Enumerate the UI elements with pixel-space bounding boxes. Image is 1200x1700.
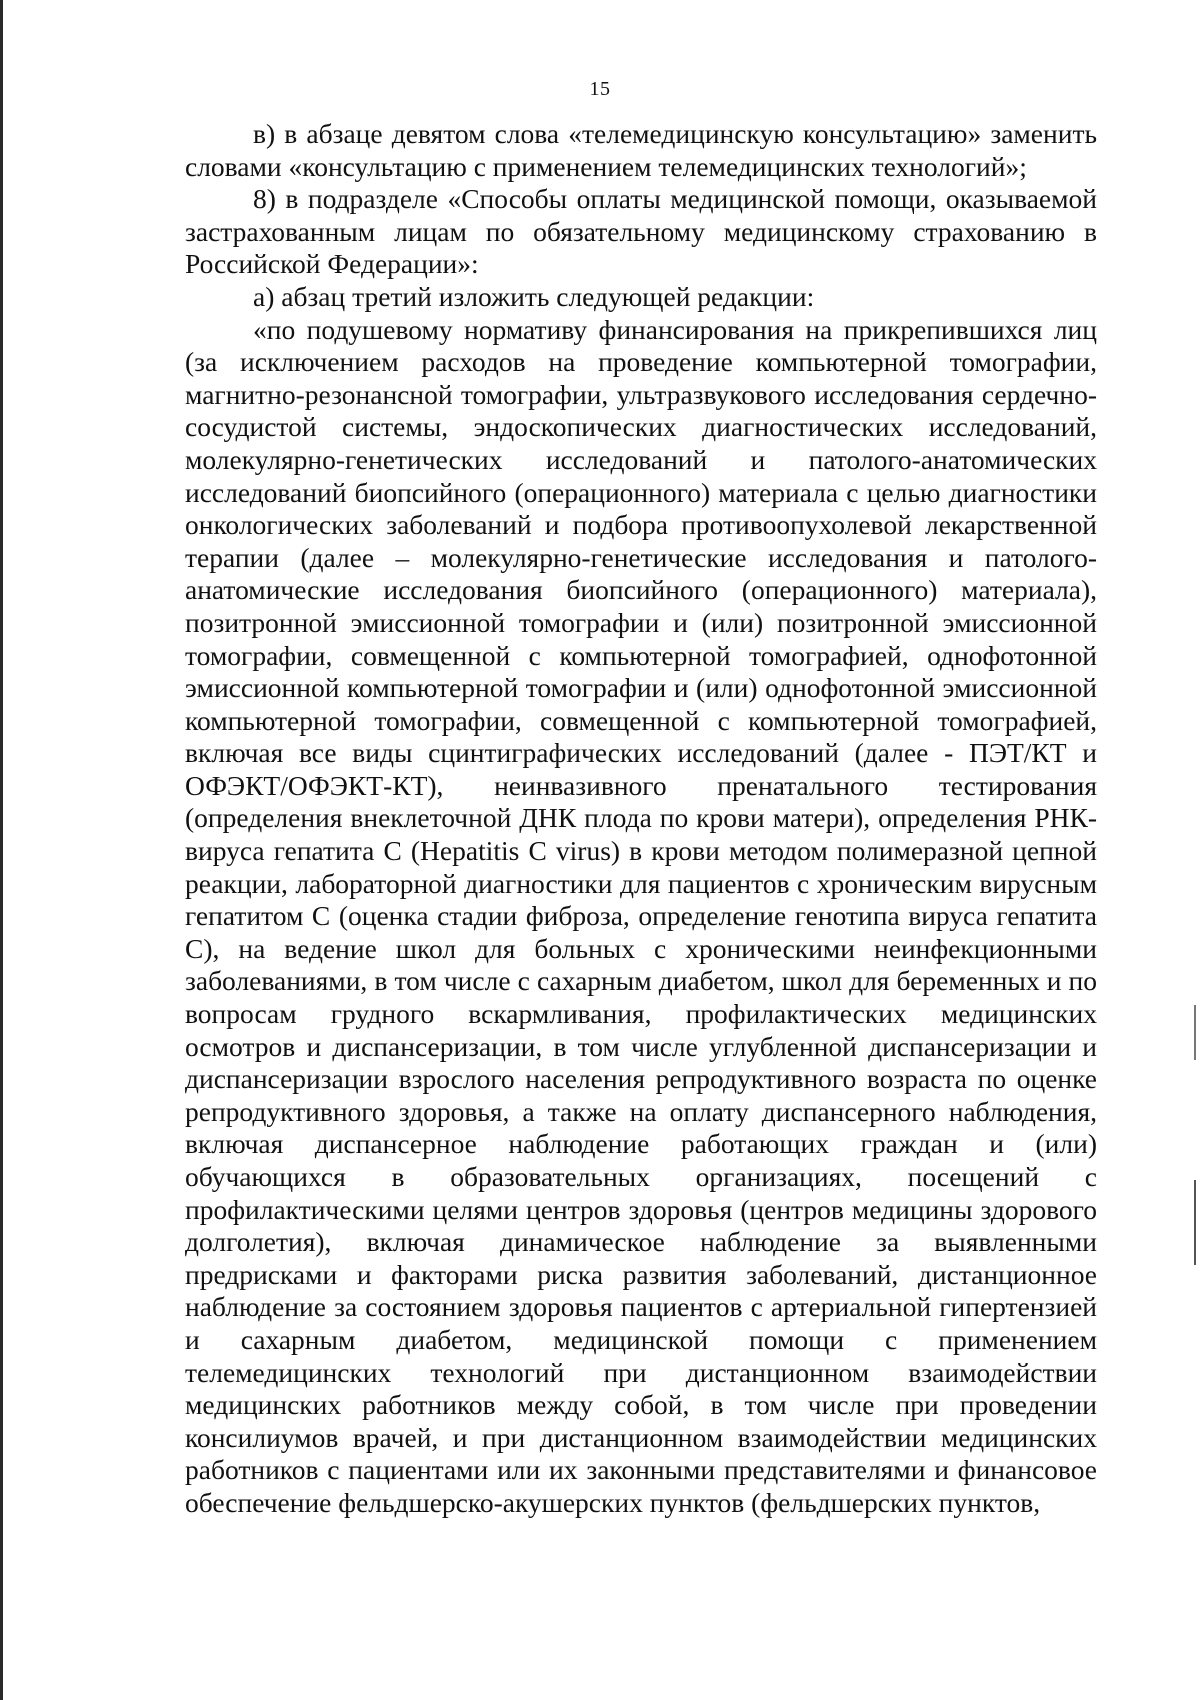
document-body (185, 118, 1097, 1520)
paragraph-item-8: 8) в подразделе «Способы оплаты медицинской помощи, оказываемой застрахованным лицам по обязательному медицинскому страхованию в Российской Федерации»: (185, 183, 1097, 280)
paragraph-amendment-v: в) в абзаце девятом слова «телемедицинскую консультацию» заменить словами «консультацию с применением телемедицинских технологий»; (185, 118, 1097, 182)
scan-margin-mark (1194, 1180, 1196, 1265)
scan-left-edge (0, 0, 3, 1700)
scan-margin-mark (1194, 1005, 1196, 1060)
page-number: 15 (589, 78, 611, 100)
paragraph-amendment-a: а) абзац третий изложить следующей редакции: (253, 280, 815, 312)
paragraph-quoted-text: «по подушевому нормативу финансирования на прикрепившихся лиц (за исключением расходов на проведение компьютерной томографии, магнитно-резонансной томографии, ультразвукового исследования сердечно-сосудистой системы, эндоскопических диагностических исследований, молекулярно-генетических исследований и патолого-анатомических исследований биопсийного (операционного) материала с целью диагностики онкологических заболеваний и подбора противоопухолевой лекарственной терапии (далее – молекулярно-генетические исследования и патолого-анатомические исследования биопсийного (операционного) материала), позитронной эмиссионной томографии и (или) позитронной эмиссионной томографии, совмещенной с компьютерной томографией, однофотонной эмиссионной компьютерной томографии и (или) однофотонной эмиссионной компьютерной томографии, совмещенной с компьютерной томографией, включая все виды сцинтиграфических исследований (далее - ПЭТ/КТ и ОФЭКТ/ОФЭКТ-КТ), неинвазивного пренатального тестирования (определения внеклеточной ДНК плода по крови матери), определения РНК-вируса гепатита С (Hepatitis C virus) в крови методом полимеразной цепной реакции, лабораторной диагностики для пациентов с хроническим вирусным гепатитом С (оценка стадии фиброза, определение генотипа вируса гепатита С), на ведение школ для больных с хроническими неинфекционными заболеваниями, в том числе с сахарным диабетом, школ для беременных и по вопросам грудного вскармливания, профилактических медицинских осмотров и диспансеризации, в том числе углубленной диспансеризации и диспансеризации взрослого населения репродуктивного возраста по оценке репродуктивного здоровья, а также на оплату диспансерного наблюдения, включая диспансерное наблюдение работающих граждан и (или) обучающихся в образовательных организациях, посещений с профилактическими целями центров здоровья (центров медицины здорового долголетия), включая динамическое наблюдение за выявленными предрисками и факторами риска развития заболеваний, дистанционное наблюдение за состоянием здоровья пациентов с артериальной гипертензией и сахарным диабетом, медицинской помощи с применением телемедицинских технологий при дистанционном взаимодействии медицинских работников между собой, в том числе при проведении консилиумов врачей, и при дистанционном взаимодействии медицинских работников с пациентами или их законными представителями и финансовое обеспечение фельдшерско-акушерских пунктов (фельдшерских пунктов, (185, 313, 1097, 1518)
